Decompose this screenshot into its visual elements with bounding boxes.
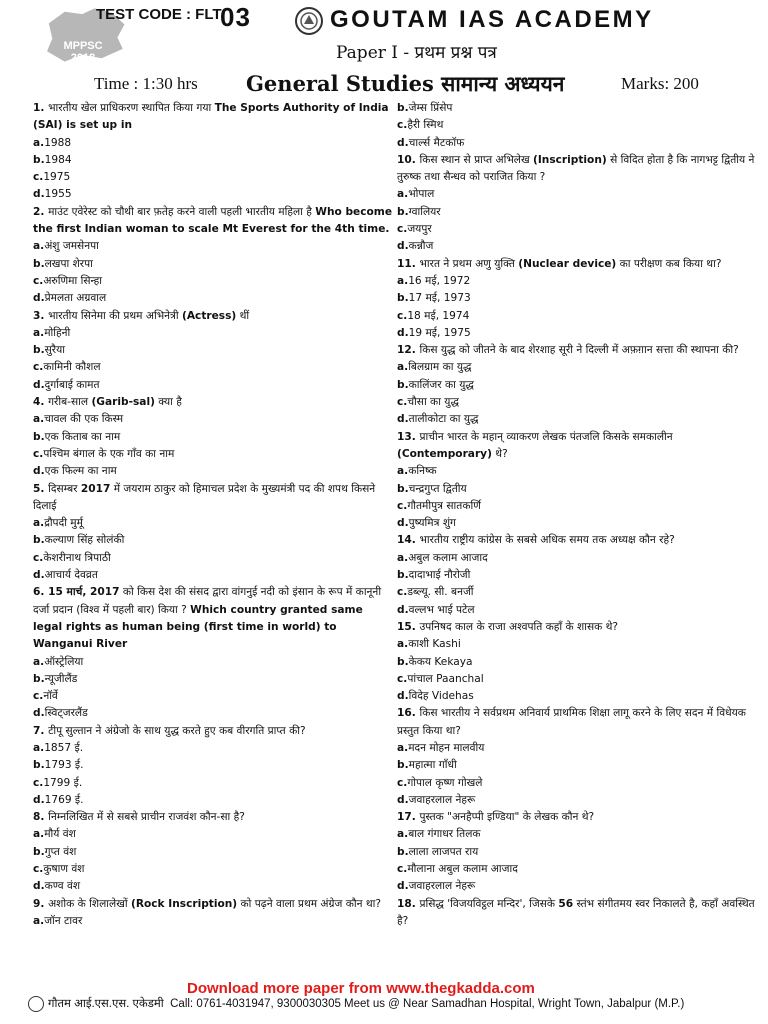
question-text: भारतीय राष्ट्रीय कांग्रेस के सबसे अधिक समय तक अध्यक्ष कौन रहे?: [419, 534, 675, 547]
option-text: गोपाल कृष्ण गोखले: [407, 776, 483, 789]
option-label: c.: [33, 171, 44, 184]
option-label: b.: [397, 845, 409, 858]
option-label: a.: [397, 638, 409, 651]
answer-option: [397, 826, 759, 843]
exam-badge-line1: MPPSC: [63, 40, 103, 52]
option-label: c.: [33, 863, 44, 876]
question-text: को किस देश की संसद द्वारा वांगनुई नदी को इंसान के रूप में कानूनी दर्जा प्रदान (विश्व में पहली बार) किया ?: [33, 586, 382, 616]
footer-contact: Call: 0761-4031947, 9300030305 Meet us @ Near Samadhan Hospital, Wright Town, Jabalpur (M.P.): [170, 998, 685, 1011]
option-label: d.: [397, 136, 409, 149]
question-text: प्रसिद्ध 'विजयविट्ठल मन्दिर', जिसके: [419, 897, 559, 910]
question-number: 15.: [397, 620, 420, 633]
answer-option: [397, 463, 759, 480]
question-number: 3.: [33, 309, 49, 322]
answer-option: [397, 221, 759, 238]
answer-option: [33, 705, 395, 722]
answer-option: [397, 359, 759, 376]
question-number: 1.: [33, 102, 49, 114]
option-text: 16 मई, 1972: [408, 274, 471, 287]
answer-option: [33, 135, 395, 152]
answer-option: [397, 602, 759, 619]
time-allowed: Time : 1:30 hrs: [94, 74, 198, 93]
option-text: बाल गंगाधर तिलक: [408, 828, 481, 841]
question-number: 5.: [33, 482, 49, 495]
question-text: निम्नलिखित में से सबसे प्राचीन राजवंश कौन-सा है?: [48, 811, 245, 824]
option-label: b.: [33, 534, 45, 547]
answer-option: [33, 342, 395, 359]
option-label: b.: [397, 482, 409, 495]
option-text: कण्व वंश: [44, 880, 81, 893]
answer-option: [33, 446, 395, 463]
option-text: मौलाना अबुल कलाम आजाद: [407, 863, 518, 876]
answer-option: [33, 775, 395, 792]
question-number: 7.: [33, 724, 49, 737]
option-label: c.: [397, 223, 408, 236]
option-label: d.: [397, 517, 409, 530]
option-text: न्यूजीलैंड: [44, 672, 78, 685]
option-label: b.: [397, 205, 409, 218]
option-label: d.: [33, 880, 45, 893]
footer-logo-icon: [28, 996, 44, 1012]
option-text: कुषाण वंश: [43, 863, 85, 876]
question-text: में जयराम ठाकुर को हिमाचल प्रदेश के मुख्यमंत्री पद की शपथ किसने दिलाई: [33, 482, 376, 512]
answer-option: [33, 186, 395, 203]
answer-option: [397, 775, 759, 792]
option-text: 1988: [44, 136, 72, 149]
option-text: काशी Kashi: [408, 638, 461, 651]
option-text: 1793 ई.: [44, 759, 84, 772]
option-label: a.: [397, 361, 409, 374]
question-text: से विदित होता है कि नागभट्ट द्वितीय ने तुरुष्क तथा सैन्धव को पराजित किया ?: [397, 153, 755, 184]
option-text: कनिष्क: [408, 465, 437, 478]
option-text: पांचाल Paanchal: [407, 672, 484, 685]
question: [397, 809, 759, 826]
option-text: गुप्त वंश: [44, 845, 77, 858]
option-label: a.: [33, 914, 45, 927]
answer-option: [33, 844, 395, 861]
question-number: 18.: [397, 897, 420, 910]
option-label: b.: [33, 759, 45, 772]
question: [397, 152, 759, 187]
option-label: b.: [397, 569, 409, 582]
answer-option: [397, 792, 759, 809]
answer-option: [33, 238, 395, 255]
option-label: d.: [397, 326, 409, 339]
question-text: स्तंभ संगीतमय स्वर निकालते है, कहाँ अवस्थित है?: [397, 897, 755, 927]
option-label: c.: [33, 447, 44, 460]
option-text: विदेह Videhas: [408, 690, 474, 703]
option-label: b.: [33, 257, 45, 270]
question-number: 11.: [397, 257, 420, 270]
question: [33, 100, 395, 135]
option-label: a.: [33, 413, 45, 426]
answer-option: [33, 878, 395, 895]
answer-option: [33, 792, 395, 809]
answer-option: [33, 273, 395, 290]
option-text: 1857 ई.: [44, 741, 84, 754]
option-text: बिलग्राम का युद्ध: [408, 361, 472, 374]
answer-option: [397, 878, 759, 895]
option-label: a.: [397, 828, 409, 841]
answer-option: [397, 515, 759, 532]
question-number: 13.: [397, 430, 420, 443]
answer-option: [33, 654, 395, 671]
answer-option: [397, 135, 759, 152]
option-label: c.: [33, 274, 44, 287]
question-text: (Inscription): [533, 153, 607, 166]
option-label: d.: [397, 240, 409, 253]
question-number: 12.: [397, 344, 420, 357]
answer-option: [397, 861, 759, 878]
question-text: थीं: [236, 309, 250, 322]
answer-option: [33, 463, 395, 480]
option-text: कन्नौज: [408, 240, 434, 253]
option-label: b.: [33, 153, 45, 166]
option-text: कालिंजर का युद्ध: [408, 378, 474, 391]
answer-option: [33, 411, 395, 428]
option-label: a.: [33, 828, 45, 841]
answer-option: [33, 567, 395, 584]
option-label: d.: [33, 292, 45, 305]
option-label: d.: [33, 793, 45, 806]
option-label: a.: [397, 551, 409, 564]
option-text: सुरैया: [44, 344, 65, 357]
answer-option: [397, 654, 759, 671]
question-text: 2017: [80, 482, 111, 495]
option-text: डब्ल्यू. सी. बनर्जी: [407, 586, 474, 599]
left-column: [33, 100, 395, 930]
answer-option: [33, 290, 395, 307]
question-text: (Actress): [182, 309, 237, 322]
answer-option: [33, 169, 395, 186]
test-code-label: TEST CODE : FLT: [96, 6, 222, 23]
answer-option: [397, 757, 759, 774]
option-label: c.: [397, 776, 408, 789]
option-label: c.: [397, 499, 408, 512]
answer-option: [397, 273, 759, 290]
answer-option: [397, 567, 759, 584]
option-text: मौर्य वंश: [44, 828, 76, 841]
question-text: को पढ़ने वाला प्रथम अंग्रेज कौन था?: [237, 897, 381, 910]
question-text: (Contemporary): [397, 447, 492, 460]
option-label: a.: [33, 136, 45, 149]
question: [33, 584, 395, 653]
question-text: Which country granted same legal rights as human being (first time in world) to Wanganui River: [33, 603, 363, 651]
option-label: c.: [33, 776, 44, 789]
option-text: हैरी स्मिथ: [407, 119, 444, 132]
option-text: आचार्य देवव्रत: [44, 569, 98, 582]
option-label: d.: [33, 465, 45, 478]
option-label: a.: [33, 741, 45, 754]
answer-option: [397, 238, 759, 255]
question-text: थे?: [491, 447, 508, 460]
answer-option: [397, 411, 759, 428]
option-label: d.: [33, 188, 45, 201]
exam-badge: [52, 40, 114, 64]
question: [33, 809, 395, 826]
question: [33, 394, 395, 411]
option-label: b.: [397, 759, 409, 772]
answer-option: [397, 186, 759, 203]
option-label: c.: [33, 361, 44, 374]
option-label: a.: [33, 655, 45, 668]
answer-option: [33, 913, 395, 930]
question: [397, 256, 759, 273]
option-label: d.: [397, 880, 409, 893]
option-label: c.: [397, 586, 408, 599]
option-label: d.: [33, 569, 45, 582]
answer-option: [397, 740, 759, 757]
option-text: अबुल कलाम आजाद: [408, 551, 488, 564]
option-text: चार्ल्स मैटकॉफ: [408, 136, 465, 149]
option-text: अंशु जमसेनपा: [44, 240, 99, 253]
answer-option: [397, 498, 759, 515]
option-text: 17 मई, 1973: [408, 292, 471, 305]
answer-option: [33, 757, 395, 774]
option-text: चन्द्रगुप्त द्वितीय: [408, 482, 467, 495]
option-label: c.: [397, 672, 408, 685]
option-text: लखपा शेरपा: [44, 257, 93, 270]
option-text: पुष्यमित्र शुंग: [408, 517, 456, 530]
academy-name: GOUTAM IAS ACADEMY: [330, 6, 654, 33]
question-number: 9.: [33, 897, 49, 910]
option-text: 1984: [44, 153, 72, 166]
option-text: 1769 ई.: [44, 793, 84, 806]
paper-title: Paper I - प्रथम प्रश्न पत्र: [336, 43, 497, 63]
question-number: 16.: [397, 707, 420, 720]
question-text: माउंट एवेरेस्ट को चौथी बार फ़तेह करने वाली पहली भारतीय महिला है: [48, 205, 316, 218]
question-text: किस भारतीय ने सर्वप्रथम अनिवार्य प्राथमिक शिक्षा लागू करने के लिए सदन में विधेयक प्रस्तुत किया था?: [397, 707, 746, 737]
contact-line: [28, 996, 684, 1012]
subject-title: General Studies सामान्य अध्ययन: [246, 71, 565, 96]
question-text: दिसम्बर: [48, 482, 81, 495]
answer-option: [33, 532, 395, 549]
option-text: भोपाल: [408, 188, 435, 201]
option-text: जवाहरलाल नेहरू: [408, 880, 476, 893]
question-number: 17.: [397, 811, 420, 824]
question-text: भारतीय सिनेमा की प्रथम अभिनेत्री: [48, 309, 183, 322]
option-text: 1975: [43, 171, 71, 184]
option-text: तालीकोटा का युद्ध: [408, 413, 479, 426]
option-text: वल्लभ भाई पटेल: [408, 603, 475, 616]
question-text: अशोक के शिलालेखों: [48, 897, 131, 910]
option-text: केशरीनाथ त्रिपाठी: [43, 551, 111, 564]
question-text: (Nuclear device): [518, 257, 617, 270]
option-text: लाला लाजपत राय: [408, 845, 479, 858]
question: [397, 342, 759, 359]
question-text: पुस्तक "अनहैप्पी इण्डिया" के लेखक कौन थे?: [419, 811, 595, 824]
option-text: जवाहरलाल नेहरू: [408, 793, 476, 806]
footer: [0, 978, 768, 1024]
question-text: प्राचीन भारत के महान् व्याकरण लेखक पंतजलि किसके समकालीन: [419, 430, 673, 443]
question-text: किस स्थान से प्राप्त अभिलेख: [419, 153, 534, 166]
option-label: a.: [33, 326, 45, 339]
test-code-number: 03: [220, 2, 251, 32]
question: [397, 705, 759, 740]
question: [397, 896, 759, 931]
option-text: अरुणिमा सिन्हा: [43, 274, 103, 287]
question-number: 4.: [33, 396, 49, 409]
answer-option: [397, 204, 759, 221]
footer-academy-hindi: गौतम आई.एस.एस. एकेडमी: [48, 998, 164, 1011]
answer-option: [33, 359, 395, 376]
answer-option: [33, 826, 395, 843]
answer-option: [397, 636, 759, 653]
option-label: c.: [397, 863, 408, 876]
answer-option: [397, 308, 759, 325]
option-text: स्विट्जरलैंड: [44, 707, 88, 720]
option-label: b.: [397, 292, 409, 305]
option-text: केकय Kekaya: [408, 655, 473, 668]
question-number: 10.: [397, 153, 420, 166]
answer-option: [33, 550, 395, 567]
option-label: a.: [397, 188, 409, 201]
option-text: चौसा का युद्ध: [407, 396, 459, 409]
option-text: दादाभाई नौरोजी: [408, 569, 471, 582]
question-text: 15 मार्च, 2017: [48, 586, 120, 599]
option-label: b.: [33, 344, 45, 357]
option-text: कामिनी कौशल: [43, 361, 101, 374]
question-text: भारत ने प्रथम अणु युक्ति: [419, 257, 519, 270]
question: [33, 896, 395, 913]
answer-option: [397, 844, 759, 861]
answer-option: [33, 740, 395, 757]
option-text: दुर्गाबाई कामत: [44, 378, 100, 391]
option-label: c.: [33, 551, 44, 564]
option-label: d.: [397, 793, 409, 806]
option-label: d.: [33, 378, 45, 391]
answer-option: [33, 325, 395, 342]
option-text: 1955: [44, 188, 72, 201]
question-text: गरीब-साल: [48, 396, 92, 409]
option-label: b.: [397, 655, 409, 668]
option-label: c.: [397, 119, 408, 132]
question: [397, 429, 759, 464]
question-text: Who become the first Indian woman to scale Mt Everest for the 4th time.: [33, 205, 393, 236]
answer-option: [397, 394, 759, 411]
total-marks: Marks: 200: [621, 74, 699, 93]
option-label: a.: [397, 465, 409, 478]
option-text: कल्याण सिंह सोलंकी: [44, 534, 125, 547]
option-text: नॉर्वे: [43, 690, 58, 703]
option-label: d.: [33, 707, 45, 720]
option-text: महात्मा गाँधी: [408, 759, 457, 772]
option-label: c.: [397, 309, 408, 322]
answer-option: [33, 429, 395, 446]
answer-option: [397, 584, 759, 601]
question-text: 56: [558, 897, 574, 910]
option-text: चावल की एक किस्म: [44, 413, 124, 426]
option-label: b.: [397, 102, 409, 114]
option-text: 19 मई, 1975: [408, 326, 471, 339]
question: [397, 619, 759, 636]
option-label: d.: [397, 413, 409, 426]
option-text: ऑस्ट्रेलिया: [44, 655, 84, 668]
answer-option: [397, 481, 759, 498]
question-number: 14.: [397, 534, 420, 547]
answer-option: [33, 688, 395, 705]
option-text: जयपुर: [407, 223, 432, 236]
option-label: d.: [397, 690, 409, 703]
option-text: पश्चिम बंगाल के एक गाँव का नाम: [43, 447, 175, 460]
answer-option: [397, 377, 759, 394]
answer-option: [397, 290, 759, 307]
option-text: द्रौपदी मुर्मू: [44, 517, 83, 530]
option-label: a.: [397, 274, 409, 287]
question-text: टीपू सुल्तान ने अंग्रेजो के साथ युद्ध करते हुए कब वीरगति प्राप्त की?: [48, 724, 306, 737]
answer-option: [33, 256, 395, 273]
answer-option: [33, 152, 395, 169]
option-text: गौतमीपुत्र सातकर्णि: [407, 499, 481, 512]
answer-option: [397, 117, 759, 134]
answer-option: [397, 671, 759, 688]
header: [0, 0, 768, 100]
option-label: a.: [397, 741, 409, 754]
question-text: (Rock Inscription): [130, 897, 238, 910]
question-text: का परीक्षण कब किया था?: [616, 257, 722, 270]
question: [33, 204, 395, 239]
option-text: एक फिल्म का नाम: [44, 465, 117, 478]
answer-option: [397, 100, 759, 117]
option-label: b.: [33, 672, 45, 685]
answer-option: [33, 861, 395, 878]
question: [397, 532, 759, 549]
option-text: 1799 ई.: [43, 776, 83, 789]
answer-option: [397, 550, 759, 567]
option-text: जॉन टावर: [44, 914, 83, 927]
question: [33, 481, 395, 516]
option-text: एक किताब का नाम: [44, 430, 121, 443]
question-text: (Garib-sal): [91, 396, 155, 409]
question-text: भारतीय खेल प्राधिकरण स्थापित किया गया: [48, 102, 215, 114]
option-text: ग्वालियर: [408, 205, 441, 218]
option-label: a.: [33, 240, 45, 253]
option-label: b.: [33, 845, 45, 858]
option-text: मोहिनी: [44, 326, 71, 339]
question-text: The Sports Authority of India (SAI) is set up in: [33, 102, 389, 132]
question-text: किस युद्ध को जीतने के बाद शेरशाह सूरी ने दिल्ली में अफ़ग़ान सत्ता की स्थापना की?: [419, 344, 739, 357]
question-number: 6.: [33, 586, 49, 599]
question: [33, 723, 395, 740]
option-label: c.: [397, 396, 408, 409]
option-text: 18 मई, 1974: [407, 309, 470, 322]
option-label: d.: [397, 603, 409, 616]
download-link[interactable]: Download more paper from www.thegkadda.com: [187, 980, 535, 997]
option-label: c.: [33, 690, 44, 703]
question-number: 8.: [33, 811, 49, 824]
option-text: प्रेमलता अग्रवाल: [44, 292, 107, 305]
option-label: a.: [33, 517, 45, 530]
option-label: b.: [397, 378, 409, 391]
question-text: क्या है: [154, 396, 182, 409]
answer-option: [33, 671, 395, 688]
answer-option: [33, 377, 395, 394]
question: [33, 308, 395, 325]
option-text: मदन मोहन मालवीय: [408, 741, 485, 754]
right-column: [397, 100, 759, 930]
academy-logo-icon: [294, 6, 324, 36]
option-label: b.: [33, 430, 45, 443]
answer-option: [397, 688, 759, 705]
exam-badge-line2: 2018: [70, 52, 96, 64]
answer-option: [397, 325, 759, 342]
question-text: उपनिषद काल के राजा अश्वपति कहाँ के शासक थे?: [419, 620, 619, 633]
answer-option: [33, 515, 395, 532]
question-number: 2.: [33, 205, 49, 218]
option-text: जेम्स प्रिंसेप: [408, 102, 453, 114]
